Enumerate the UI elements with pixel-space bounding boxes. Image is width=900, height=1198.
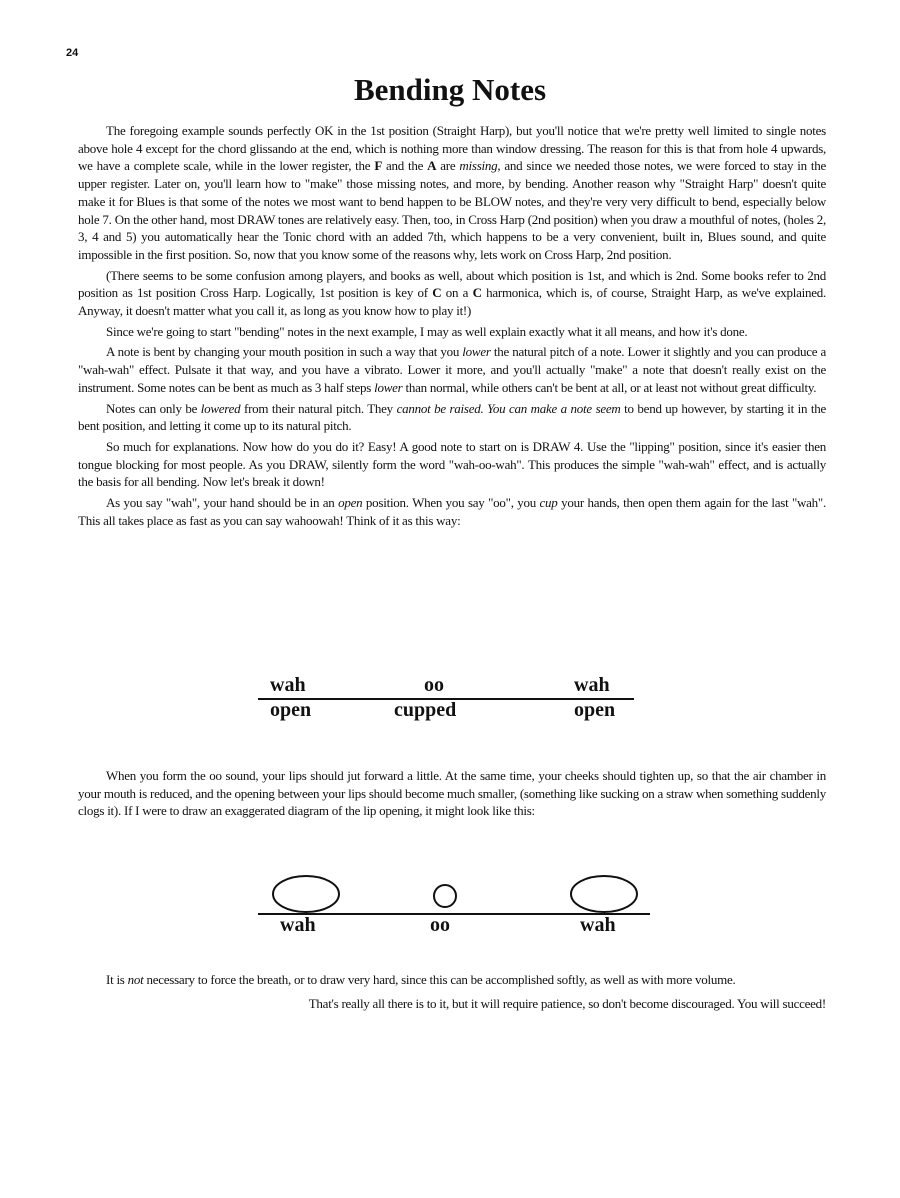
paragraph-8: When you form the oo sound, your lips should jut forward a little. At the same time, your cheeks should tighten up, so that the air chamber in your mouth is reduced, and the opening between your lips should become much smaller, (something like sucking on a straw when something suddenly clogs it). If I were to draw an exaggerated diagram of the lip opening, it might look like this:: [78, 768, 826, 819]
diagram-label-wah-1: wah: [280, 914, 316, 936]
body-text-2: [78, 767, 826, 823]
hand-cupped: cupped: [394, 699, 457, 721]
hand-open-1: open: [270, 699, 312, 721]
syllable-wah-1: wah: [270, 674, 306, 696]
diagram-label-wah-2: wah: [580, 914, 616, 936]
paragraph-4: A note is bent by changing your mouth position in such a way that you lower the natural pitch of a note. Lower it slightly and you can produce a "wah-wah" effect. Pulsate it that way, and you have a vibrato. Lower it more, and you'll actually "make" a note that doesn't really exist on the instrument. Some notes can be bent as much as 3 half steps lower than normal, while others can't be bent at all, or at least not without great difficulty.: [78, 344, 826, 395]
diagram-label-oo: oo: [430, 914, 450, 936]
hand-row: [258, 699, 634, 723]
paragraph-5: Notes can only be lowered from their natural pitch. They cannot be raised. You can make a note seem to bend up however, by starting it in the bent position, and letting it come up to its natural pitch.: [78, 400, 826, 434]
lip-opening-diagram: [258, 868, 650, 948]
paragraph-2: (There seems to be some confusion among players, and books as well, about which position is 1st, and which is 2nd. Some books refer to 2nd position as 1st position Cross Harp. Logically, 1st position is key of C on a C harmonica, which is, of course, Straight Harp, as we've explained. Anyway, it doesn't matter what you call it, as long as you know how to play it!): [78, 267, 826, 319]
paragraph-6: So much for explanations. Now how do you do it? Easy! A good note to start on is DRAW 4. Use the "lipping" position, since it's easier then tongue blocking for most people. As you DRAW, silently form the word "wah-oo-wah". This produces the simple "wah-wah" effect, and is actually the basis for all bending. Now let's break it down!: [78, 438, 826, 490]
body-text-3: [78, 971, 826, 1015]
paragraph-3: Since we're going to start "bending" notes in the next example, I may as well explain exactly what it all means, and how it's done.: [106, 323, 748, 339]
paragraph-1: The foregoing example sounds perfectly OK in the 1st position (Straight Harp), but you'll notice that we're pretty well limited to single notes above hole 4 except for the chord glissando at the end, which is nothing more than window dressing. The reason for this is that from hole 4 upwards, we have a complete scale, while in the lower register, the F and the A are missing, and since we needed those notes, we were forced to stay in the upper register. Later on, you'll learn how to "make" those missing notes, and more, by bending. Another reason why "Straight Harp" doesn't quite make it for Blues is that some of the notes we most want to bend happen to be BLOW notes, and they're very very difficult to bend, especially below hole 7. On the other hand, most DRAW tones are relatively easy. Then, too, in Cross Harp (2nd position) when you draw a mouthful of notes, (holes 2, 3, 4 and 5) you automatically hear the Tonic chord with an added 7th, which happens to be a very convenient, built in, Blues sound, and quite impossible in the first position. So, now that you know some of the reasons why, lets work on Cross Harp, 2nd position.: [78, 123, 826, 262]
page-number: 24: [66, 47, 79, 59]
syllable-oo: oo: [424, 674, 444, 696]
body-text: [78, 122, 826, 532]
lip-opening-wah-1: [273, 876, 339, 912]
paragraph-10: That's really all there is to it, but it will require patience, so don't become discouraged. You will succeed!: [308, 995, 826, 1011]
paragraph-9: It is not necessary to force the breath, or to draw very hard, since this can be accomplished softly, as well as with more volume.: [106, 972, 736, 987]
lip-opening-wah-2: [571, 876, 637, 912]
lip-opening-oo: [434, 885, 456, 907]
hand-position-table: [258, 674, 634, 728]
paragraph-7: As you say "wah", your hand should be in an open position. When you say "oo", you cup your hands, then open them again for the last "wah". This all takes place as fast as you can say wahoowah! Think of it as this way:: [78, 495, 826, 528]
hand-open-2: open: [574, 699, 616, 721]
syllable-wah-2: wah: [574, 674, 610, 696]
page-title: Bending Notes: [353, 72, 547, 107]
syllable-row: [258, 674, 634, 698]
